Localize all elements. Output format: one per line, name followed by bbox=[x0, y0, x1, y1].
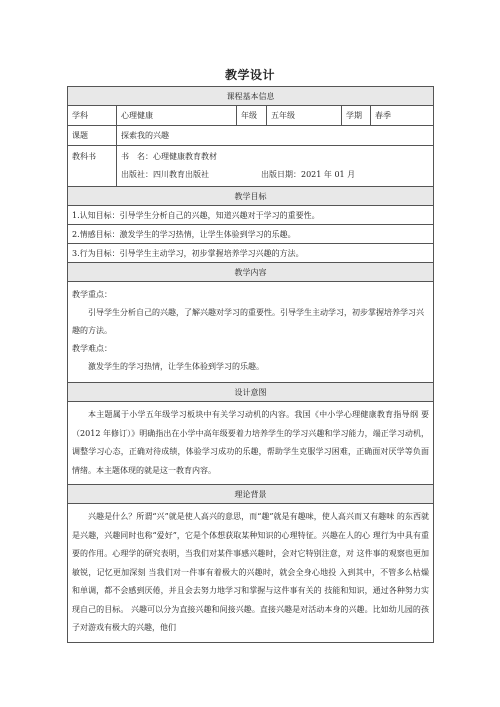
goal-row bbox=[68, 225, 434, 244]
textbook-row bbox=[68, 146, 434, 187]
section-basic-info: 课程基本信息 bbox=[68, 87, 434, 106]
theory-cell bbox=[68, 504, 434, 643]
goal-cognitive: 1.认知目标：引导学生分析自己的兴趣，知道兴趣对于学习的重要性。 bbox=[68, 206, 434, 225]
section-header-row bbox=[68, 87, 434, 106]
publisher-value: 四川教育出版社 bbox=[153, 170, 209, 179]
topic-label: 课题 bbox=[68, 126, 117, 146]
subject-value: 心理健康 bbox=[117, 106, 237, 126]
publisher-line bbox=[121, 166, 429, 184]
pubdate-value: 2021 年 01 月 bbox=[301, 170, 356, 179]
key-points-label: 教学重点： bbox=[72, 290, 112, 299]
theory-row bbox=[68, 504, 434, 643]
intent-cell bbox=[68, 402, 434, 485]
difficult-points-label: 教学难点： bbox=[72, 344, 112, 353]
goal-emotional: 2.情感目标：激发学生的学习热情，让学生体验到学习的乐趣。 bbox=[68, 225, 434, 244]
section-goals: 教学目标 bbox=[68, 187, 434, 206]
book-name-label: 书 名： bbox=[121, 152, 153, 161]
textbook-label: 教科书 bbox=[68, 146, 117, 187]
topic-row bbox=[68, 126, 434, 146]
goal-behavioral: 3.行为目标：引导学生主动学习，初步掌握培养学习兴趣的方法。 bbox=[68, 244, 434, 263]
intent-row bbox=[68, 402, 434, 485]
grade-label: 年级 bbox=[237, 106, 267, 126]
section-header-row bbox=[68, 383, 434, 402]
subject-label: 学科 bbox=[68, 106, 117, 126]
section-header-row bbox=[68, 485, 434, 504]
goal-row bbox=[68, 206, 434, 225]
term-label: 学期 bbox=[342, 106, 371, 126]
section-theory: 理论背景 bbox=[68, 485, 434, 504]
book-name-value: 心理健康教育教材 bbox=[153, 152, 217, 161]
publisher-label: 出版社： bbox=[121, 170, 153, 179]
section-content: 教学内容 bbox=[68, 263, 434, 282]
section-header-row bbox=[68, 263, 434, 282]
intent-text: 本主题属于小学五年级学习板块中有关学习动机的内容。我国《中小学心理健康教育指导纲 要（2012 年修订）》明确指出在小学中高年级要着力培养学生的学习兴趣和学习能力，端正学习动机，调整学习心态，正确对待成绩，体验学习成功的乐趣，帮助学生克服学习困难，正确面对厌学等负面情绪。本主题体现的就是这一教育内容。 bbox=[72, 410, 429, 475]
theory-text: 兴趣是什么？所谓“兴”就是使人高兴的意思，而“趣”就是有趣味，使人高兴而又有趣味 的东西就是兴趣，兴趣同时也称“爱好”，它是个体想获取某种知识的心理特征。兴趣在人的心 理行为中具有重要的作用。心理学的研究表明，当我们对某件事感兴趣时，会对它特别注意，对 这件事的观察也更加敏锐，记忆更加深刻 当我们对一件事有着极大的兴趣时，就会全身心地投 入到其中，不管多么枯燥和单调，都不会感到厌倦，并且会去努力地学习和掌握与这件事有关的 技能和知识，通过各种努力实现自己的目标。 兴趣可以分为直接兴趣和间接兴趣。直接兴趣是对活动本身的兴趣。比如幼儿园的孩子对游戏有极大的兴趣，他们 bbox=[72, 512, 429, 633]
difficult-points-text: 激发学生的学习热情，让学生体验到学习的乐趣。 bbox=[88, 362, 264, 371]
goal-row bbox=[68, 244, 434, 263]
key-points-text: 引导学生分析自己的兴趣，了解兴趣对学习的重要性。引导学生主动学习，初步掌握培养学习兴趣的方法。 bbox=[72, 308, 424, 335]
lesson-plan-table bbox=[67, 86, 434, 643]
document-title: 教学设计 bbox=[224, 68, 275, 82]
book-name-line bbox=[121, 148, 429, 166]
content-row bbox=[68, 282, 434, 383]
term-value: 春季 bbox=[371, 106, 434, 126]
section-header-row bbox=[68, 187, 434, 206]
pubdate-label: 出版日期： bbox=[261, 170, 301, 179]
basic-info-row bbox=[68, 106, 434, 126]
topic-value: 探索我的兴趣 bbox=[117, 126, 434, 146]
textbook-info bbox=[117, 146, 434, 187]
section-intent: 设计意图 bbox=[68, 383, 434, 402]
grade-value: 五年级 bbox=[267, 106, 342, 126]
content-cell bbox=[68, 282, 434, 383]
